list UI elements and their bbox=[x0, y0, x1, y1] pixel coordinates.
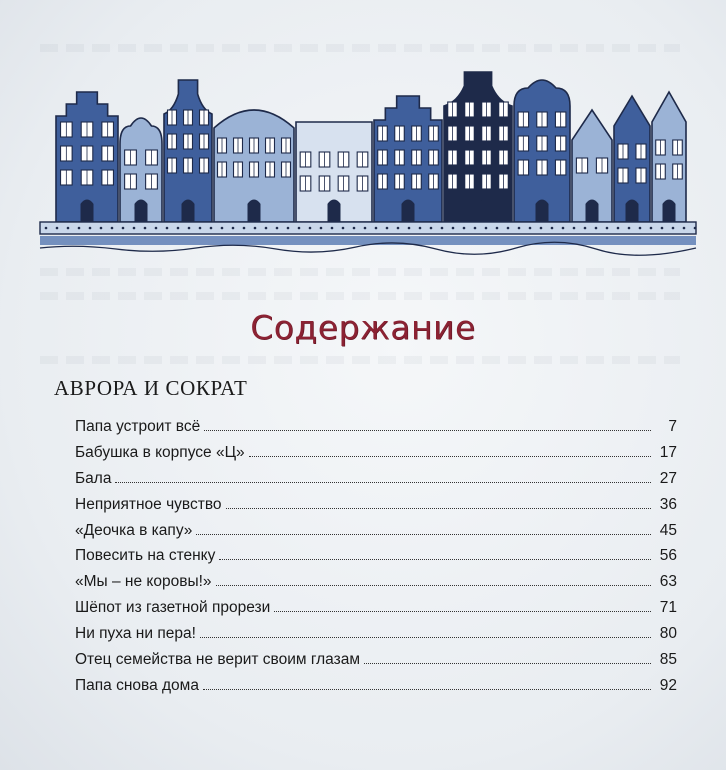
embankment-dot bbox=[606, 227, 609, 230]
toc-entry-page: 56 bbox=[659, 547, 677, 565]
embankment-dot bbox=[188, 227, 191, 230]
embankment-dot bbox=[628, 227, 631, 230]
house-door bbox=[328, 200, 340, 222]
embankment-dot bbox=[265, 227, 268, 230]
embankment bbox=[40, 222, 696, 234]
dot-leader bbox=[249, 456, 651, 457]
embankment-dot bbox=[496, 227, 499, 230]
toc-entry-title: «Мы – не коровы!» bbox=[75, 573, 212, 591]
toc-entry-page: 63 bbox=[659, 573, 677, 591]
embankment-dot bbox=[243, 227, 246, 230]
embankment-dot bbox=[507, 227, 510, 230]
toc-entry-page: 45 bbox=[659, 521, 677, 539]
embankment-dot bbox=[474, 227, 477, 230]
house-door bbox=[472, 200, 484, 222]
toc-entry-page: 27 bbox=[659, 469, 677, 487]
house-door bbox=[81, 200, 93, 222]
embankment-dot bbox=[133, 227, 136, 230]
toc-entry[interactable] bbox=[75, 547, 677, 573]
embankment-dot bbox=[221, 227, 224, 230]
embankment-dot bbox=[551, 227, 554, 230]
house-door bbox=[402, 200, 414, 222]
toc-entry-page: 71 bbox=[659, 599, 677, 617]
embankment-dot bbox=[254, 227, 257, 230]
toc-entry-title: Шёпот из газетной прорези bbox=[75, 599, 271, 617]
house-door bbox=[663, 200, 675, 222]
show-through-text bbox=[40, 292, 680, 300]
embankment-dot bbox=[562, 227, 565, 230]
embankment-dot bbox=[364, 227, 367, 230]
toc-entry[interactable] bbox=[75, 522, 677, 548]
embankment-dot bbox=[397, 227, 400, 230]
toc-list bbox=[75, 418, 677, 703]
embankment-dot bbox=[408, 227, 411, 230]
embankment-dot bbox=[661, 227, 664, 230]
embankment-dot bbox=[287, 227, 290, 230]
toc-entry-title: Бабушка в корпусе «Ц» bbox=[75, 443, 245, 461]
embankment-dot bbox=[485, 227, 488, 230]
embankment-dot bbox=[353, 227, 356, 230]
canal-water bbox=[40, 236, 696, 245]
embankment-dot bbox=[78, 227, 81, 230]
embankment-dot bbox=[639, 227, 642, 230]
embankment-dot bbox=[452, 227, 455, 230]
house-door bbox=[536, 200, 548, 222]
dot-leader bbox=[216, 585, 651, 586]
toc-entry-title: Папа устроит всё bbox=[75, 418, 201, 435]
embankment-dot bbox=[463, 227, 466, 230]
dot-leader bbox=[219, 559, 651, 560]
toc-entry-page: 7 bbox=[668, 418, 677, 435]
embankment-dot bbox=[595, 227, 598, 230]
dot-leader bbox=[274, 611, 651, 612]
embankment-dot bbox=[100, 227, 103, 230]
toc-entry[interactable] bbox=[75, 573, 677, 599]
section-title: АВРОРА И СОКРАТ bbox=[54, 376, 248, 400]
embankment-dot bbox=[67, 227, 70, 230]
canal-houses-illustration bbox=[36, 44, 700, 262]
house-door bbox=[248, 200, 260, 222]
toc-entry[interactable] bbox=[75, 651, 677, 677]
toc-entry[interactable] bbox=[75, 625, 677, 651]
embankment-dot bbox=[529, 227, 532, 230]
embankment-dot bbox=[155, 227, 158, 230]
house-door bbox=[182, 200, 194, 222]
page-title: Содержание bbox=[250, 308, 476, 347]
embankment-dot bbox=[166, 227, 169, 230]
house-door bbox=[135, 200, 147, 222]
embankment-dot bbox=[683, 227, 686, 230]
dot-leader bbox=[204, 430, 651, 431]
toc-entry[interactable] bbox=[75, 677, 677, 703]
embankment-dot bbox=[309, 227, 312, 230]
embankment-dot bbox=[584, 227, 587, 230]
embankment-dot bbox=[320, 227, 323, 230]
toc-entry-title: Бала bbox=[75, 469, 112, 487]
toc-entry-title: Повесить на стенку bbox=[75, 547, 216, 565]
show-through-text bbox=[40, 356, 680, 364]
embankment-dot bbox=[342, 227, 345, 230]
embankment-dot bbox=[573, 227, 576, 230]
dot-leader bbox=[196, 534, 651, 535]
embankment-dot bbox=[232, 227, 235, 230]
toc-entry-title: Отец семейства не верит своим глазам bbox=[75, 651, 361, 669]
embankment-dot bbox=[45, 227, 48, 230]
embankment-dot bbox=[518, 227, 521, 230]
embankment-dot bbox=[331, 227, 334, 230]
embankment-dot bbox=[441, 227, 444, 230]
toc-entry-title: Папа снова дома bbox=[75, 676, 199, 694]
embankment-dot bbox=[199, 227, 202, 230]
toc-entry-title: Ни пуха ни пера! bbox=[75, 625, 196, 643]
dot-leader bbox=[226, 508, 651, 509]
embankment-dot bbox=[650, 227, 653, 230]
embankment-dot bbox=[298, 227, 301, 230]
toc-entry[interactable] bbox=[75, 418, 677, 444]
toc-entry[interactable] bbox=[75, 496, 677, 522]
embankment-dot bbox=[89, 227, 92, 230]
toc-entry[interactable] bbox=[75, 444, 677, 470]
toc-entry-page: 80 bbox=[659, 625, 677, 643]
embankment-dot bbox=[419, 227, 422, 230]
embankment-dot bbox=[144, 227, 147, 230]
toc-entry[interactable] bbox=[75, 470, 677, 496]
dot-leader bbox=[115, 482, 651, 483]
toc-entry-title: «Деочка в капу» bbox=[75, 521, 193, 539]
embankment-dot bbox=[386, 227, 389, 230]
dot-leader bbox=[364, 663, 651, 664]
embankment-dot bbox=[276, 227, 279, 230]
embankment-dot bbox=[430, 227, 433, 230]
house-door bbox=[626, 200, 638, 222]
dot-leader bbox=[203, 689, 651, 690]
toc-entry-title: Неприятное чувство bbox=[75, 495, 222, 513]
embankment-dot bbox=[56, 227, 59, 230]
embankment-dot bbox=[617, 227, 620, 230]
toc-entry[interactable] bbox=[75, 599, 677, 625]
embankment-dot bbox=[540, 227, 543, 230]
toc-entry-page: 36 bbox=[659, 495, 677, 513]
embankment-dot bbox=[375, 227, 378, 230]
toc-entry-page: 17 bbox=[659, 443, 677, 461]
show-through-text bbox=[40, 268, 680, 276]
embankment-dot bbox=[177, 227, 180, 230]
toc-entry-page: 92 bbox=[659, 676, 677, 694]
house-door bbox=[586, 200, 598, 222]
toc-entry-page: 85 bbox=[659, 651, 677, 669]
embankment-dot bbox=[694, 227, 697, 230]
embankment-dot bbox=[672, 227, 675, 230]
embankment-dot bbox=[122, 227, 125, 230]
dot-leader bbox=[200, 637, 651, 638]
embankment-dot bbox=[210, 227, 213, 230]
embankment-dot bbox=[111, 227, 114, 230]
